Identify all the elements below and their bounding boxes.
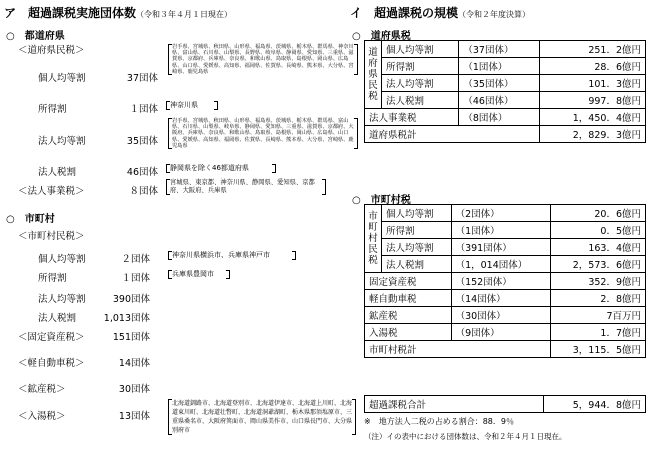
kousan-label: ＜鉱産税＞ (18, 384, 66, 395)
kintou-label: 個人均等割 (38, 73, 86, 84)
table-row: 入湯税 （9団体） 1．7億円 (365, 324, 646, 341)
m-houjin-zei-count: 1,013団体 (103, 313, 150, 324)
m-shotoku-label: 所得割 (38, 273, 67, 284)
shotoku-list: 神奈川県 (170, 101, 214, 110)
muni-tax-header: ○ 市町村税 (352, 195, 411, 206)
jigyou-list: 宮城県、東京都、神奈川県、静岡県、愛知県、京都府、大阪府、兵庫県 (170, 179, 322, 195)
table-row: 軽自動車税 （14団体） 2．8億円 (365, 290, 646, 307)
m-shotoku-count: １団体 (121, 273, 150, 284)
kotei-count: 151団体 (112, 332, 150, 343)
table-row: 法人税割 （46団体） 997．8億円 (365, 92, 646, 109)
table-row: 法人事業税 （8団体） 1，450．4億円 (365, 109, 646, 126)
left-title: ア 超過課税実施団体数（令和３年４月１日現在） (4, 6, 233, 20)
pref-tax-label: ＜道府県民税＞ (18, 45, 85, 56)
kintou-count: 37団体 (126, 73, 158, 84)
muni-tax-table (364, 204, 646, 358)
muni-group-label: 市町村民税 (365, 205, 382, 273)
houjin-kintou-label: 法人均等割 (38, 136, 86, 147)
nyuutou-label: ＜入湯税＞ (18, 411, 66, 422)
muni-header: ○ 市町村 (6, 214, 55, 225)
table-row: 超過課税合計 5，944．8億円 (365, 396, 646, 413)
table-row: 道府県民税 個人均等割 （37団体） 251．2億円 (365, 41, 646, 58)
table-row: 固定資産税 （152団体） 352．9億円 (365, 273, 646, 290)
pref-header: ○ 都道府県 (6, 31, 65, 42)
table-row: 所得割 （1団体） 0．5億円 (365, 222, 646, 239)
m-kintou-label: 個人均等割 (38, 254, 86, 265)
jigyou-count: ８団体 (129, 186, 158, 197)
m-houjin-zei-label: 法人税割 (38, 313, 77, 324)
table-row: 法人税割 （1，014団体） 2，573．6億円 (365, 256, 646, 273)
m-shotoku-list: 兵庫県豊岡市 (172, 270, 226, 279)
kotei-label: ＜固定資産税＞ (18, 332, 85, 343)
pref-tax-header: ○ 道府県税 (352, 31, 411, 42)
table-row: 法人均等割 （35団体） 101．3億円 (365, 75, 646, 92)
houjin-zei-label: 法人税割 (38, 167, 77, 178)
m-houjin-kintou-count: 390団体 (112, 294, 150, 305)
table-row: 道府県税計 2，829．3億円 (365, 126, 646, 143)
shotoku-count: １団体 (129, 104, 158, 115)
table-row: 所得割 （1団体） 28．6億円 (365, 58, 646, 75)
shotoku-label: 所得割 (38, 104, 67, 115)
m-kintou-count: ２団体 (121, 254, 150, 265)
houjin-zei-list: 静岡県を除く46都道府県 (170, 164, 272, 173)
kousan-count: 30団体 (118, 384, 150, 395)
m-houjin-kintou-label: 法人均等割 (38, 294, 86, 305)
muni-tax-label: ＜市町村民税＞ (18, 231, 85, 242)
grand-total-table (364, 395, 646, 413)
right-title: イ 超過課税の規模（令和２年度決算） (350, 6, 531, 20)
table-row: 市町村民税 個人均等割 （2団体） 20．6億円 (365, 205, 646, 222)
nyuutou-list: 北海道釧路市、北海道登別市、北海道伊達市、北海道上川町、北海道東川町、北海道壮瞥町、北海道洞爺湖町、栃木県那須塩原市、三重県桑名市、大阪府箕面市、岡山県美作市、山口県長門市、大分県別府市 (172, 400, 353, 434)
note-ratio: ※ 地方法人二税の占める割合：88．9％ (364, 417, 514, 426)
table-row: 法人均等割 （391団体） 163．4億円 (365, 239, 646, 256)
pref-group-label: 道府県民税 (365, 41, 382, 109)
houjin-zei-count: 46団体 (126, 167, 158, 178)
pref-tax-table (364, 40, 646, 143)
keijidousha-count: 14団体 (118, 358, 150, 369)
table-row: 市町村税計 3，115．5億円 (365, 341, 646, 358)
table-row: 鉱産税 （30団体） 7百万円 (365, 307, 646, 324)
m-kintou-list: 神奈川県横浜市、兵庫県神戸市 (172, 251, 292, 260)
houjin-kintou-count: 35団体 (126, 136, 158, 147)
nyuutou-count: 13団体 (118, 411, 150, 422)
keijidousha-label: ＜軽自動車税＞ (18, 358, 85, 369)
kintou-list: 岩手県、宮城県、秋田県、山形県、福島県、茨城県、栃木県、群馬県、神奈川県、富山県、石川県、山梨県、長野県、岐阜県、静岡県、愛知県、三重県、滋賀県、京都府、兵庫県、奈良県、和歌山県、鳥取県、島根県、岡山県、広島県、山口県、愛媛県、高知県、福岡県、佐賀県、長崎県、熊本県、大分県、宮崎県、鹿児島県 (172, 44, 354, 75)
houjin-kintou-list: 岩手県、宮城県、秋田県、山形県、福島県、茨城県、栃木県、群馬県、富山県、石川県、山梨県、岐阜県、静岡県、愛知県、三重県、滋賀県、京都府、大阪府、兵庫県、奈良県、和歌山県、鳥取県、島根県、岡山県、広島県、山口県、愛媛県、高知県、福岡県、佐賀県、長崎県、熊本県、大分県、宮崎県、鹿児島県 (172, 118, 354, 149)
jigyou-label: ＜法人事業税＞ (18, 186, 85, 197)
note-footnote: （注）イの表中における団体数は、令和２年４月１日現在。 (364, 432, 567, 441)
